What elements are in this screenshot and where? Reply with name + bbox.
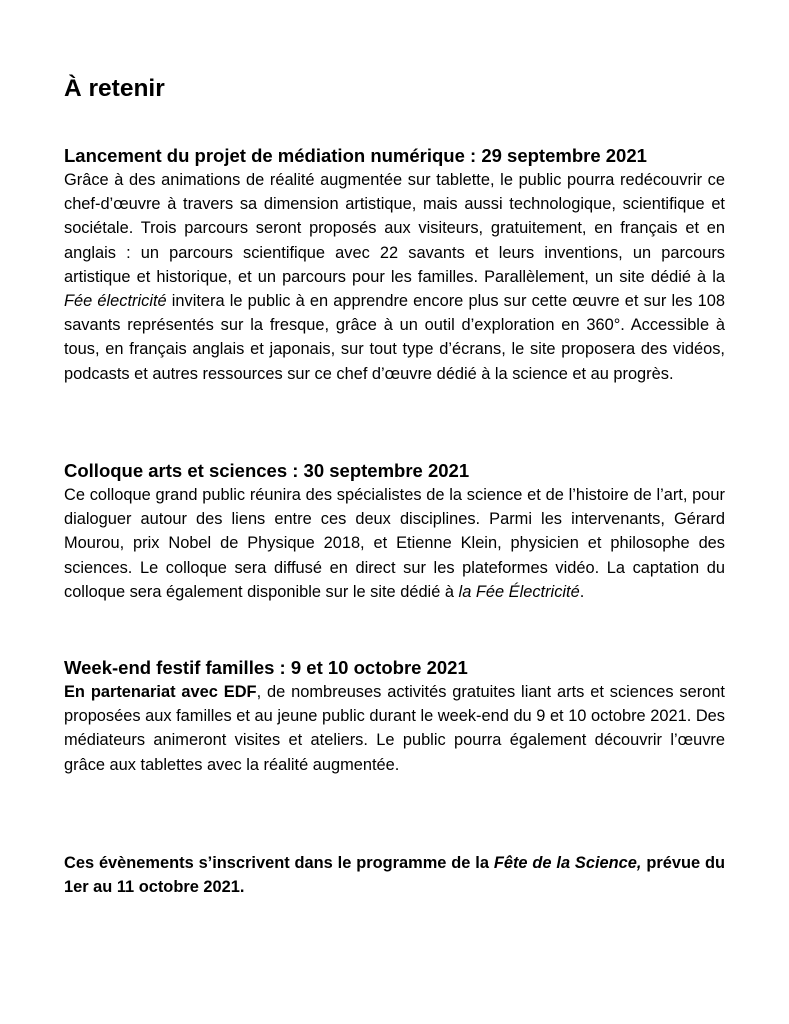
page-title: À retenir [64, 75, 165, 102]
body-text: Ces évènements s’inscrivent dans le programme de la [64, 854, 494, 872]
section-heading: Lancement du projet de médiation numérique : 29 septembre 2021 [64, 145, 647, 166]
body-text: invitera le public à en apprendre encore plus sur cette œuvre et sur les 108 savants représentés sur la fresque, grâce à un outil d’exploration en 360°. Accessible à tous, en français anglais et japonais, sur tout type d’écrans, le site proposera des vidéos, podcasts et autres ressources sur ce chef d’œuvre dédié à la science et au progrès. [64, 292, 725, 383]
body-text: Ce colloque grand public réunira des spécialistes de la science et de l’histoire de l’art, pour dialoguer autour des liens entre ces deux disciplines. Parmi les intervenants, Gérard Mourou, prix Nobel de Physique 2018, et Etienne Klein, physicien et philosophe des sciences. Le colloque sera diffusé en direct sur les plateformes vidéo. La captation du colloque sera également disponible sur le site dédié à [64, 486, 725, 601]
section-family-weekend [64, 656, 725, 777]
body-text: , de nombreuses activités gratuites liant arts et sciences seront proposées aux familles et au jeune public durant le week-end du 9 et 10 octobre 2021. Des médiateurs animeront visites et ateliers. Le public pourra également découvrir l’œuvre grâce aux tablettes avec la réalité augmentée. [64, 683, 725, 774]
body-text: . [579, 582, 585, 601]
section-body [64, 168, 725, 386]
emphasis-text: Fête de la Science, [493, 854, 642, 872]
section-body [64, 483, 725, 604]
section-heading: Week-end festif familles : 9 et 10 octobre 2021 [64, 657, 468, 678]
emphasis-text: Fée électricité [64, 292, 167, 311]
closing-text [64, 851, 725, 899]
section-colloquium [64, 459, 725, 604]
strong-text: En partenariat avec EDF [64, 683, 257, 701]
section-digital-mediation [64, 144, 725, 386]
body-text: prévue du 1er au 11 octobre 2021. [64, 854, 725, 897]
section-body [64, 680, 725, 777]
body-text: Grâce à des animations de réalité augmentée sur tablette, le public pourra redécouvrir ce chef-d’œuvre à travers sa dimension artistique, mais aussi technologique, scientifique et sociétale. Trois parcours seront proposés aux visiteurs, gratuitement, en français et en anglais : un parcours scientifique avec 22 savants et leurs inventions, un parcours artistique et historique, et un parcours pour les familles. Parallèlement, un site dédié à la [64, 171, 725, 286]
closing-note [64, 851, 725, 899]
section-heading: Colloque arts et sciences : 30 septembre 2021 [64, 460, 470, 481]
emphasis-text: la Fée Électricité [458, 582, 580, 601]
